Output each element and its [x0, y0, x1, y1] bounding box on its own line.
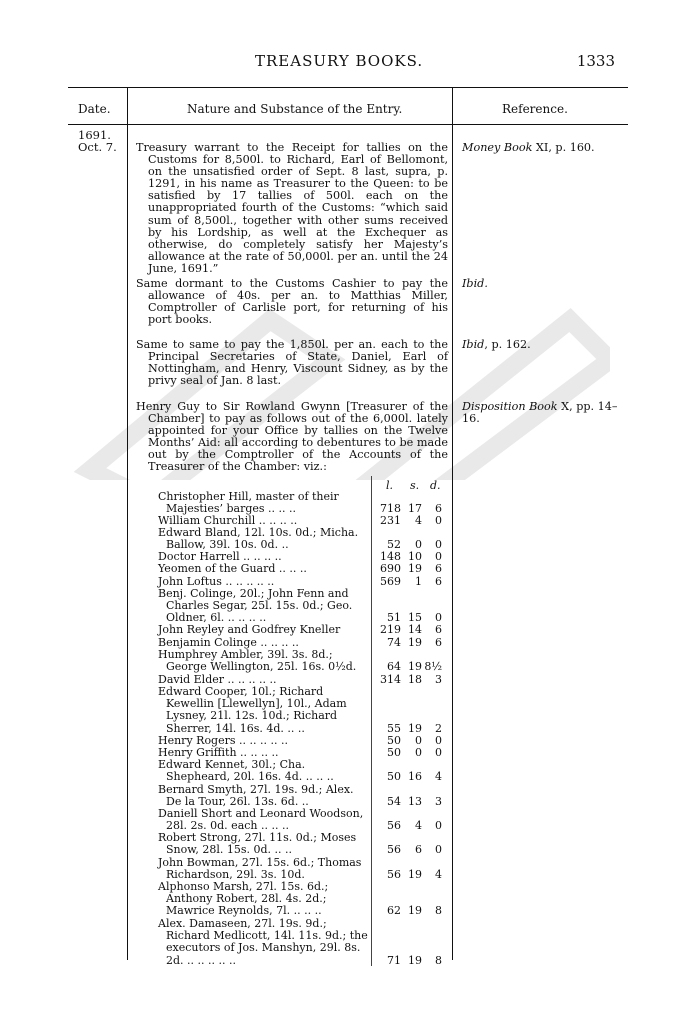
payment-shillings: 4 [415, 819, 422, 833]
payment-pounds: 64 [387, 660, 401, 674]
payment-shillings: 19 [408, 868, 422, 882]
payment-shillings: 19 [408, 636, 422, 649]
entry-3-ref-page: , p. 162. [484, 338, 531, 351]
entry-4-text: Henry Guy to Sir Rowland Gwynn [Treasurer of the Chamber] to pay as follows out of the 6,000l. lately appointed for your Office by tallies on the Twelve Months’ Aid: all according to debentures to be made out by the Comptroller of the Accounts of the Treasurer of the Chamber: viz.: [136, 400, 448, 474]
entry-4-ref-book: Disposition Book [462, 400, 558, 413]
top-rule [68, 87, 628, 88]
entry-2-reference [462, 278, 622, 290]
payment-payee: Doctor Harrell .. .. .. .. [158, 550, 282, 563]
payment-pence: 8½ [424, 660, 442, 674]
payment-pence: 0 [435, 611, 442, 625]
payment-pounds: 54 [387, 795, 401, 809]
payment-pounds: 56 [387, 819, 401, 833]
lsd-head-pounds: l. [386, 479, 394, 492]
payment-shillings: 19 [408, 721, 422, 735]
payment-pounds: 50 [387, 746, 401, 759]
payment-shillings: 14 [408, 623, 422, 636]
header-rule [68, 124, 628, 125]
payment-payee: Yeomen of the Guard .. .. .. [158, 562, 307, 575]
payment-payee: Alphonso Marsh, 27l. 15s. 6d.; Anthony Robert, 28l. 4s. 2d.; Mawrice Reynolds, 7l. .. .. .. [158, 880, 329, 918]
payment-pence: 0 [435, 734, 442, 747]
payment-pounds: 74 [387, 636, 401, 649]
entry-2-text: Same dormant to the Customs Cashier to pay the allowance of 40s. per an. to Matthias Miller, Comptroller of Carlisle port, for returning of his port books. [136, 277, 448, 327]
payment-pounds: 71 [387, 953, 401, 967]
payment-pounds: 219 [380, 623, 401, 636]
payment-pence: 0 [435, 550, 442, 563]
payment-pence: 6 [435, 562, 442, 575]
payment-payee: Bernard Smyth, 27l. 19s. 9d.; Alex. De la Tour, 26l. 13s. 6d. .. [158, 783, 354, 809]
payment-pence: 6 [435, 575, 442, 588]
running-title: TREASURY BOOKS. [255, 52, 424, 70]
payment-shillings: 0 [415, 734, 422, 747]
payment-pounds: 718 [380, 502, 401, 516]
payment-payee: John Reyley and Godfrey Kneller [158, 623, 341, 636]
payment-shillings: 16 [408, 770, 422, 784]
payment-pence: 8 [435, 904, 442, 918]
payment-shillings: 0 [415, 746, 422, 759]
payment-shillings: 6 [415, 843, 422, 857]
date-year: 1691. [78, 128, 111, 142]
payment-shillings: 18 [408, 673, 422, 686]
column-header-nature: Nature and Substance of the Entry. [187, 102, 403, 116]
payment-payee: Edward Bland, 12l. 10s. 0d.; Micha. Ballow, 39l. 10s. 0d. .. [158, 526, 359, 552]
entry-1-ref-book: Money Book [462, 141, 533, 154]
payment-pence: 3 [435, 673, 442, 686]
page-number: 1333 [576, 52, 615, 70]
payment-payee: Christopher Hill, master of their Majesties’ barges .. .. .. [158, 490, 339, 516]
entry-3-text: Same to same to pay the 1,850l. per an. each to the Principal Secretaries of State, Daniel, Earl of Nottingham, and Henry, Viscount Sidney, as by the privy seal of Jan. 8 last. [136, 338, 448, 388]
payment-payee: Benjamin Colinge .. .. .. .. [158, 636, 299, 649]
payment-pence: 2 [435, 721, 442, 735]
payment-shillings: 13 [408, 795, 422, 809]
payment-shillings: 19 [408, 562, 422, 575]
payment-pounds: 50 [387, 770, 401, 784]
payment-payee: John Loftus .. .. .. .. .. [158, 575, 275, 588]
column-divider-right [452, 87, 453, 960]
date-day: Oct. 7. [78, 140, 117, 154]
payment-payee: John Bowman, 27l. 15s. 6d.; Thomas Richardson, 29l. 3s. 10d. [158, 856, 362, 882]
payment-shillings: 10 [408, 550, 422, 563]
lsd-head-pence: d. [430, 479, 441, 492]
payment-payee: Benj. Colinge, 20l.; John Fenn and Charles Segar, 25l. 15s. 0d.; Geo. Oldner, 6l. .. .. .. .. [158, 587, 353, 625]
lsd-head-shillings: s. [410, 479, 420, 492]
entry-3-reference [462, 339, 622, 351]
payment-payee: David Elder .. .. .. .. .. [158, 673, 277, 686]
payment-shillings: 19 [408, 660, 422, 674]
payment-payee: Edward Cooper, 10l.; Richard Kewellin [Llewellyn], 10l., Adam Lysney, 21l. 12s. 10d.; Richard Sherrer, 14l. 16s. 4d. .. .. [158, 685, 347, 735]
entry-1-text: Treasury warrant to the Receipt for tallies on the Customs for 8,500l. to Richard, Earl of Bellomont, on the unsatisfied order of Sept. 8 last, supra, p. 1291, in his name as Treasurer to the Queen: to be satisfied by 17 tallies of 500l. each on the unappropriated fourth of the Customs: “which said sum of 8,500l., together with other sums received by his Lordship, as well at the Exchequer as otherwise, do completely satisfy her Majesty’s allowance at the rate of 50,000l. per an. until the 24 June, 1691.” [136, 141, 448, 275]
payment-pence: 0 [435, 514, 442, 527]
payment-payee: Alex. Damaseen, 27l. 19s. 9d.; Richard Medlicott, 14l. 11s. 9d.; the executors of Jos. Manshyn, 29l. 8s. 2d. .. .. .. .. .. [158, 917, 368, 967]
payment-shillings: 17 [408, 502, 422, 516]
payment-payee: William Churchill .. .. .. .. [158, 514, 298, 527]
payment-pence: 0 [435, 819, 442, 833]
payment-pence: 0 [435, 538, 442, 552]
entry-3-ref-book: Ibid [462, 338, 485, 351]
payment-payee: Robert Strong, 27l. 11s. 0d.; Moses Snow, 28l. 15s. 0d. .. .. [158, 831, 357, 857]
entry-1-ref-page: XI, p. 160. [532, 141, 595, 154]
payment-pounds: 569 [380, 575, 401, 588]
running-head [0, 52, 673, 74]
payment-shillings: 4 [415, 514, 422, 527]
entry-4-ref-page: X, pp. 14–16. [462, 400, 618, 426]
payment-pounds: 62 [387, 904, 401, 918]
entry-2-ref-book: Ibid. [462, 277, 488, 290]
payment-pence: 8 [435, 953, 442, 967]
payment-pence: 4 [435, 868, 442, 882]
payment-pounds: 55 [387, 721, 401, 735]
payment-pence: 6 [435, 636, 442, 649]
payment-pence: 3 [435, 795, 442, 809]
payment-pence: 6 [435, 623, 442, 636]
payment-shillings: 19 [408, 904, 422, 918]
payment-shillings: 0 [415, 538, 422, 552]
amount-divider [371, 476, 372, 966]
column-header-reference: Reference. [502, 102, 568, 116]
payment-shillings: 19 [408, 953, 422, 967]
payment-shillings: 1 [415, 575, 422, 588]
payment-pounds: 52 [387, 538, 401, 552]
payment-pence: 0 [435, 746, 442, 759]
payment-pence: 6 [435, 502, 442, 516]
payment-pounds: 231 [380, 514, 401, 527]
payment-pounds: 56 [387, 868, 401, 882]
column-divider-left [127, 87, 128, 960]
payment-pounds: 314 [380, 673, 401, 686]
payment-payee: Humphrey Ambler, 39l. 3s. 8d.; George Wellington, 25l. 16s. 0½d. [158, 648, 357, 674]
payment-pounds: 50 [387, 734, 401, 747]
payment-pounds: 690 [380, 562, 401, 575]
payment-payee: Henry Griffith .. .. .. .. [158, 746, 279, 759]
payment-pence: 0 [435, 843, 442, 857]
payment-pounds: 51 [387, 611, 401, 625]
entry-1-reference [462, 142, 622, 154]
payment-payee: Edward Kennet, 30l.; Cha. Shepheard, 20l. 16s. 4d. .. .. .. [158, 758, 334, 784]
payment-payee: Henry Rogers .. .. .. .. .. [158, 734, 288, 747]
payment-pounds: 148 [380, 550, 401, 563]
payment-pounds: 56 [387, 843, 401, 857]
column-header-date: Date. [78, 102, 111, 116]
payment-shillings: 15 [408, 611, 422, 625]
entry-4-reference [462, 401, 622, 425]
payment-payee: Daniell Short and Leonard Woodson, 28l. 2s. 0d. each .. .. .. [158, 807, 364, 833]
payment-pence: 4 [435, 770, 442, 784]
